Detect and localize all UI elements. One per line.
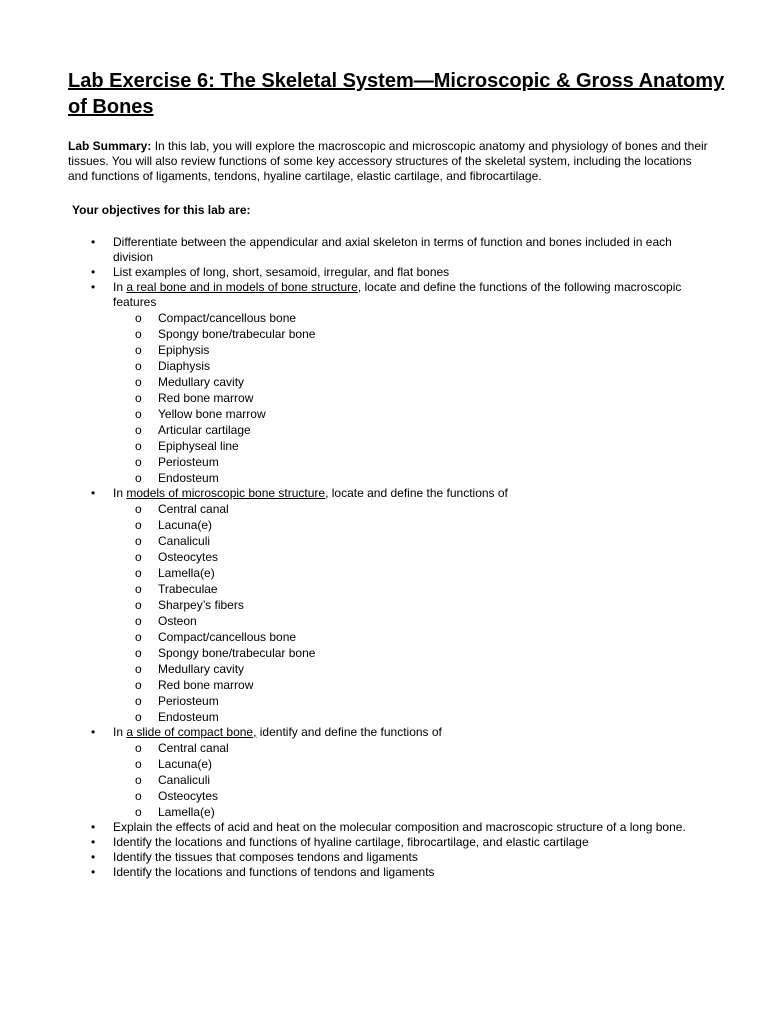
- sub-objective-item: o Central canal: [113, 501, 713, 517]
- lab-summary: [68, 139, 708, 184]
- objective-text: Identify the tissues that composes tendons and ligaments: [113, 850, 418, 864]
- sub-objective-item: o Osteocytes: [113, 788, 713, 804]
- sub-objective-item: o Lamella(e): [113, 804, 713, 820]
- sub-objective-item: o Endosteum: [113, 470, 713, 486]
- sub-objective-item: o Red bone marrow: [113, 677, 713, 693]
- objective-item: [113, 725, 713, 820]
- sub-objective-item: o Lacuna(e): [113, 756, 713, 772]
- objective-item: [113, 835, 713, 850]
- summary-text: In this lab, you will explore the macroscopic and microscopic anatomy and physiology of bones and their tissues. You will also review functions of some key accessory structures of the skeletal system, including the locations and functions of ligaments, tendons, hyaline cartilage, elastic cartilage, and fibrocartilage.: [68, 139, 708, 183]
- objective-underlined-text: a real bone and in models of bone structure: [126, 280, 358, 294]
- objective-text: Identify the locations and functions of tendons and ligaments: [113, 865, 435, 879]
- sub-objective-item: o Epiphysis: [113, 342, 713, 358]
- sub-objective-item: o Trabeculae: [113, 581, 713, 597]
- sub-objective-item: o Periosteum: [113, 454, 713, 470]
- sub-objective-item: o Yellow bone marrow: [113, 406, 713, 422]
- sub-objective-item: o Central canal: [113, 740, 713, 756]
- objective-text: Identify the locations and functions of hyaline cartilage, fibrocartilage, and elastic cartilage: [113, 835, 589, 849]
- summary-label: Lab Summary:: [68, 139, 152, 153]
- sub-objective-item: o Sharpey’s fibers: [113, 597, 713, 613]
- objective-text: identify and define the functions of: [256, 725, 442, 739]
- sub-objective-item: o Lamella(e): [113, 565, 713, 581]
- objective-text: , locate and define the functions of: [325, 486, 508, 500]
- objective-underlined-text: a slide of compact bone,: [126, 725, 257, 739]
- sub-objective-item: o Lacuna(e): [113, 517, 713, 533]
- sub-objective-item: o Endosteum: [113, 709, 713, 725]
- sub-objective-list: [113, 740, 713, 820]
- sub-objective-item: o Canaliculi: [113, 772, 713, 788]
- sub-objective-item: o Red bone marrow: [113, 390, 713, 406]
- objective-text: In: [113, 280, 127, 294]
- sub-objective-item: o Epiphyseal line: [113, 438, 713, 454]
- sub-objective-item: o Canaliculi: [113, 533, 713, 549]
- sub-objective-list: [113, 310, 713, 486]
- sub-objective-item: o Compact/cancellous bone: [113, 629, 713, 645]
- sub-objective-item: o Spongy bone/trabecular bone: [113, 645, 713, 661]
- sub-objective-item: o Medullary cavity: [113, 661, 713, 677]
- sub-objective-item: o Articular cartilage: [113, 422, 713, 438]
- objective-item: [113, 486, 713, 725]
- sub-objective-item: o Osteocytes: [113, 549, 713, 565]
- objectives-heading: Your objectives for this lab are:: [72, 203, 251, 217]
- objective-item: [113, 850, 713, 865]
- sub-objective-item: o Periosteum: [113, 693, 713, 709]
- objective-item: [113, 235, 713, 265]
- objective-item: [113, 280, 713, 486]
- objective-text: In: [113, 486, 127, 500]
- objective-underlined-text: models of microscopic bone structure: [126, 486, 326, 500]
- sub-objective-item: o Spongy bone/trabecular bone: [113, 326, 713, 342]
- objectives-list: [113, 235, 713, 880]
- title-text: Lab Exercise 6: The Skeletal System—Microscopic & Gross Anatomy of Bones: [68, 70, 725, 118]
- sub-objective-item: o Compact/cancellous bone: [113, 310, 713, 326]
- objective-text: Explain the effects of acid and heat on the molecular composition and macroscopic structure of a long bone.: [113, 820, 686, 834]
- objective-item: [113, 865, 713, 880]
- sub-objective-item: o Medullary cavity: [113, 374, 713, 390]
- objective-item: [113, 820, 713, 835]
- objective-text: List examples of long, short, sesamoid, irregular, and flat bones: [113, 265, 450, 279]
- objective-text: In: [113, 725, 127, 739]
- page-title: [68, 68, 728, 120]
- objective-item: [113, 265, 713, 280]
- sub-objective-list: [113, 501, 713, 725]
- objective-text: , locate and define the functions of the following macroscopic features: [113, 280, 682, 309]
- sub-objective-item: o Osteon: [113, 613, 713, 629]
- objective-text: Differentiate between the appendicular and axial skeleton in terms of function and bones included in each division: [113, 235, 672, 264]
- sub-objective-item: o Diaphysis: [113, 358, 713, 374]
